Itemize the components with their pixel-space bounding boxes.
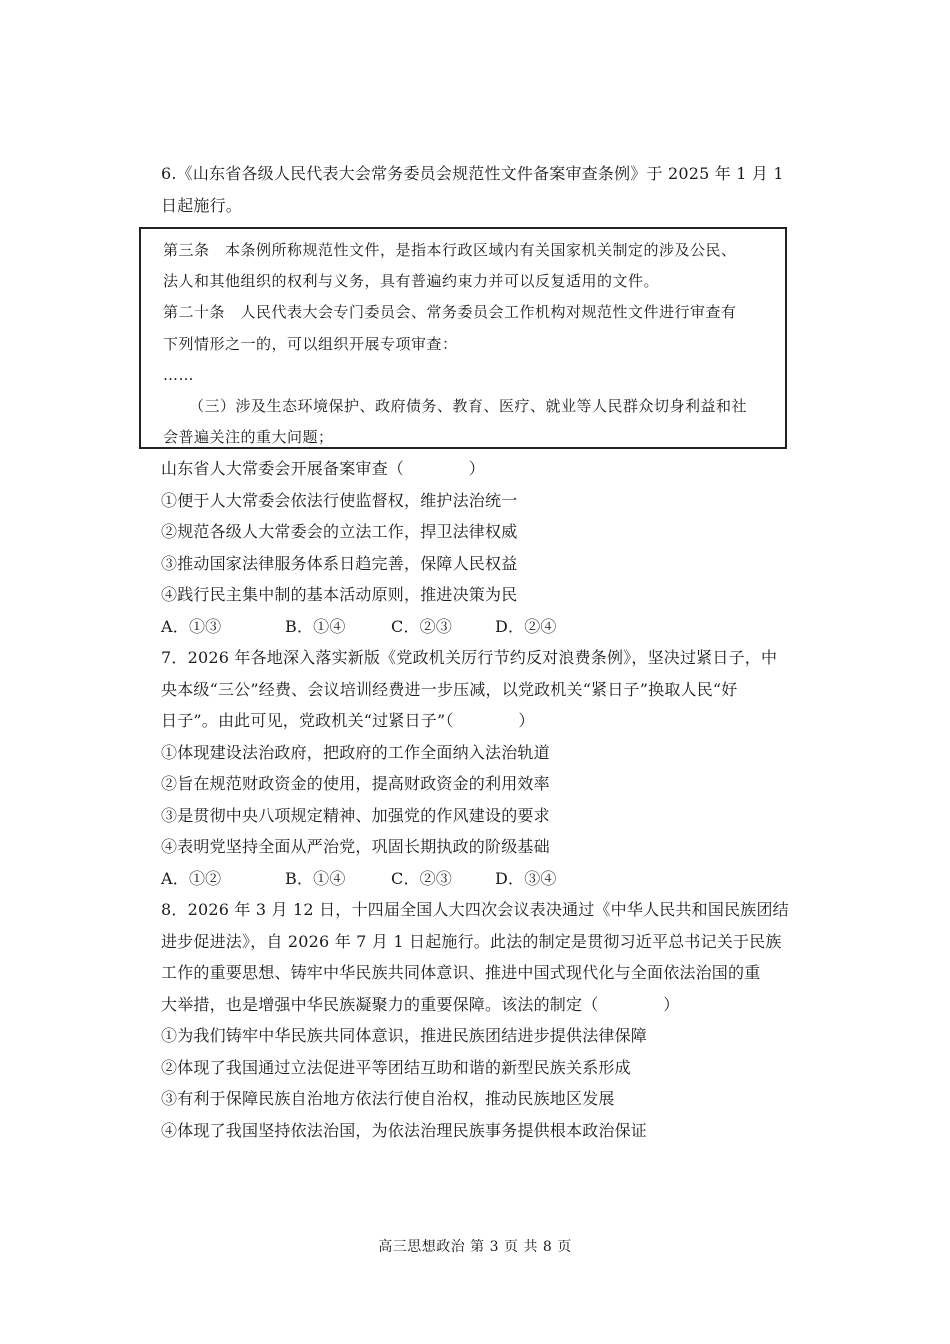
q8-item-2: ②体现了我国通过立法促进平等团结互助和谐的新型民族关系形成 [161, 1057, 631, 1077]
q7-item-2: ②旨在规范财政资金的使用，提高财政资金的利用效率 [161, 774, 550, 793]
q6-option-c: C．②③ [391, 616, 453, 636]
q7-item-1: ①体现建设法治政府，把政府的工作全面纳入法治轨道 [161, 742, 550, 762]
q6-stem-line-1: 6.《山东省各级人民代表大会常务委员会规范性文件备案审查条例》于 2025 年 1 月 1 [161, 164, 784, 183]
q8-item-1: ①为我们铸牢中华民族共同体意识，推进民族团结进步提供法律保障 [161, 1026, 648, 1045]
q6-box-line-1: 第三条 本条例所称规范性文件，是指本行政区域内有关国家机关制定的涉及公民、 [163, 241, 737, 259]
q8-stem-line-2: 进步促进法》，自 2026 年 7 月 1 日起施行。此法的制定是贯彻习近平总书记关于民族 [161, 931, 782, 951]
q7-stem-line-2: 央本级“三公”经费、会议培训经费进一步压减，以党政机关“紧日子”换取人民“好 [161, 679, 738, 699]
question-7 [161, 642, 811, 894]
q8-stem-line-4: 大举措，也是增强中华民族凝聚力的重要保障。该法的制定（ ） [161, 994, 680, 1014]
question-6 [161, 158, 811, 642]
q7-stem-line-1: 7．2026 年各地深入落实新版《党政机关厉行节约反对浪费条例》，坚决过紧日子，中 [161, 648, 778, 667]
q7-stem-line-3: 日子”。由此可见，党政机关“过紧日子”（ ） [161, 711, 535, 730]
q6-box-line-3: 第二十条 人民代表大会专门委员会、常务委员会工作机构对规范性文件进行审查有 [163, 303, 737, 322]
q6-item-4: ④践行民主集中制的基本活动原则，推进决策为民 [161, 585, 518, 604]
q6-item-2: ②规范各级人大常委会的立法工作，捍卫法律权威 [161, 522, 518, 541]
q7-item-4: ④表明党坚持全面从严治党，巩固长期执政的阶级基础 [161, 837, 550, 856]
q6-material-box [139, 227, 787, 449]
q6-box-line-4: 下列情形之一的，可以组织开展专项审查： [163, 334, 458, 353]
q6-box-line-6: （三）涉及生态环境保护、政府债务、教育、医疗、就业等人民群众切身利益和社 [189, 397, 748, 416]
q7-item-3: ③是贯彻中央八项规定精神、加强党的作风建设的要求 [161, 805, 550, 825]
q6-box-line-7: 会普遍关注的重大问题； [163, 428, 334, 447]
q6-stem-line-2: 日起施行。 [161, 195, 243, 215]
page-footer: 高三思想政治 第 3 页 共 8 页 [378, 1239, 572, 1255]
q8-stem-line-1: 8．2026 年 3 月 12 日，十四届全国人大四次会议表决通过《中华人民共和国民族团结 [161, 900, 789, 919]
q6-item-1: ①便于人大常委会依法行使监督权，维护法治统一 [161, 490, 518, 510]
q8-item-4: ④体现了我国坚持依法治国，为依法治理民族事务提供根本政治保证 [161, 1120, 648, 1140]
page-content [161, 158, 811, 1146]
q8-item-3: ③有利于保障民族自治地方依法行使自治权，推动民族地区发展 [161, 1089, 615, 1108]
q8-stem-line-3: 工作的重要思想、铸牢中华民族共同体意识、推进中国式现代化与全面依法治国的重 [161, 963, 761, 982]
q6-item-3: ③推动国家法律服务体系日趋完善，保障人民权益 [161, 553, 518, 573]
q7-options [161, 863, 811, 895]
q6-box-line-2: 法人和其他组织的权利与义务，具有普遍约束力并可以反复适用的文件。 [163, 272, 660, 291]
q6-option-d: D．②④ [495, 616, 557, 636]
q6-option-b: B．①④ [285, 616, 346, 636]
q7-option-d: D．③④ [495, 868, 557, 888]
q6-option-a: A．①③ [161, 616, 222, 636]
q7-option-a: A．①② [161, 868, 222, 888]
q7-option-b: B．①④ [285, 868, 346, 888]
q7-option-c: C．②③ [391, 868, 453, 888]
q6-question: 山东省人大常委会开展备案审查（ ） [161, 459, 486, 478]
question-8 [161, 894, 811, 1146]
q6-box-line-5: …… [163, 365, 194, 384]
q6-options [161, 611, 811, 643]
